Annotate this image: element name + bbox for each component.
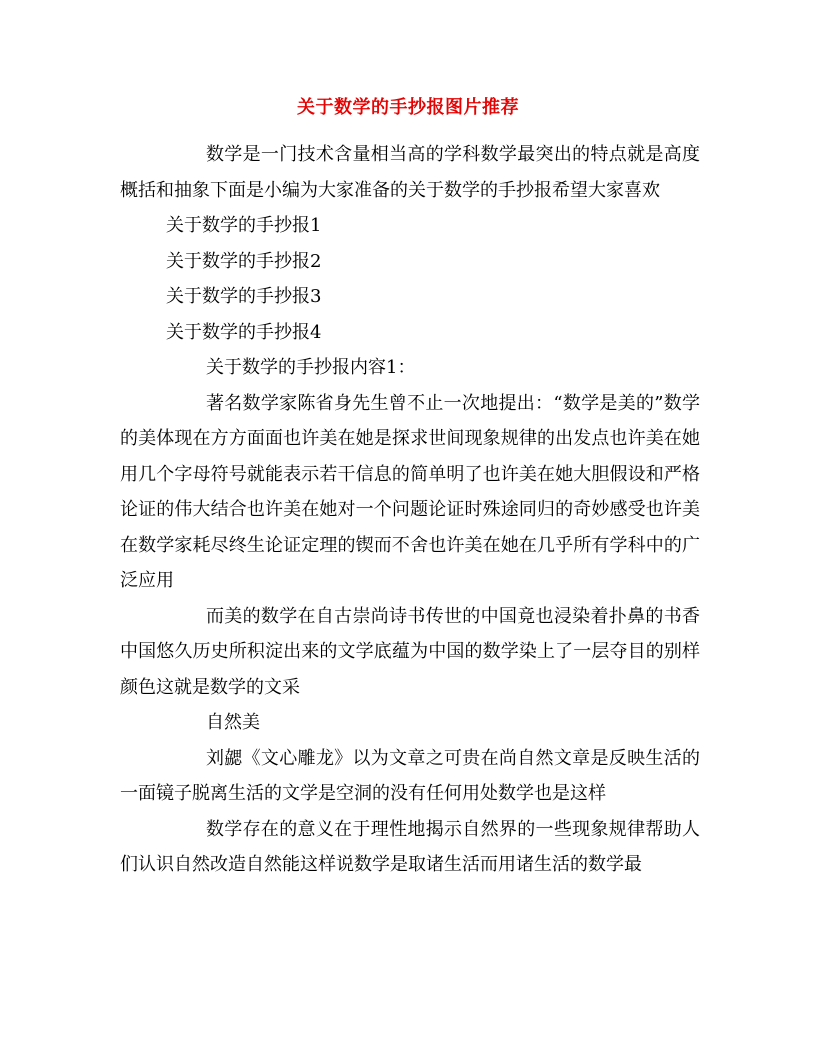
section-heading: 自然美 xyxy=(206,712,260,733)
body-paragraph: 而美的数学在自古崇尚诗书传世的中国竟也浸染着扑鼻的书香中国悠久历史所积淀出来的文学底蕴为中国的数学染上了一层夺目的别样颜色这就是数学的文采 xyxy=(120,605,700,698)
list-item: 关于数学的手抄报2 xyxy=(166,250,322,272)
list-item: 关于数学的手抄报1 xyxy=(166,215,322,236)
content-heading: 关于数学的手抄报内容1： xyxy=(206,357,416,378)
body-paragraph: 著名数学家陈省身先生曾不止一次地提出：“数学是美的”数学的美体现在方方面面也许美在她是探求世间现象规律的出发点也许美在她用几个字母符号就能表示若干信息的简单明了也许美在她大胆假设和严格论证的伟大结合也许美在她对一个问题论证时殊途同归的奇妙感受也许美在数学家耗尽终生论证定理的锲而不舍也许美在她在几乎所有学科中的广泛应用 xyxy=(120,392,700,591)
document-body xyxy=(120,137,700,883)
intro-paragraph: 数学是一门技术含量相当高的学科数学最突出的特点就是高度概括和抽象下面是小编为大家准备的关于数学的手抄报希望大家喜欢 xyxy=(120,144,700,201)
list-item: 关于数学的手抄报4 xyxy=(166,321,322,343)
document-title: 关于数学的手抄报图片推荐 xyxy=(297,97,519,118)
section-paragraph: 刘勰《文心雕龙》以为文章之可贵在尚自然文章是反映生活的一面镜子脱离生活的文学是空洞的没有任何用处数学也是这样 xyxy=(120,747,700,804)
section-paragraph: 数学存在的意义在于理性地揭示自然界的一些现象规律帮助人们认识自然改造自然能这样说数学是取诸生活而用诸生活的数学最 xyxy=(120,818,700,875)
list-item: 关于数学的手抄报3 xyxy=(166,286,322,307)
